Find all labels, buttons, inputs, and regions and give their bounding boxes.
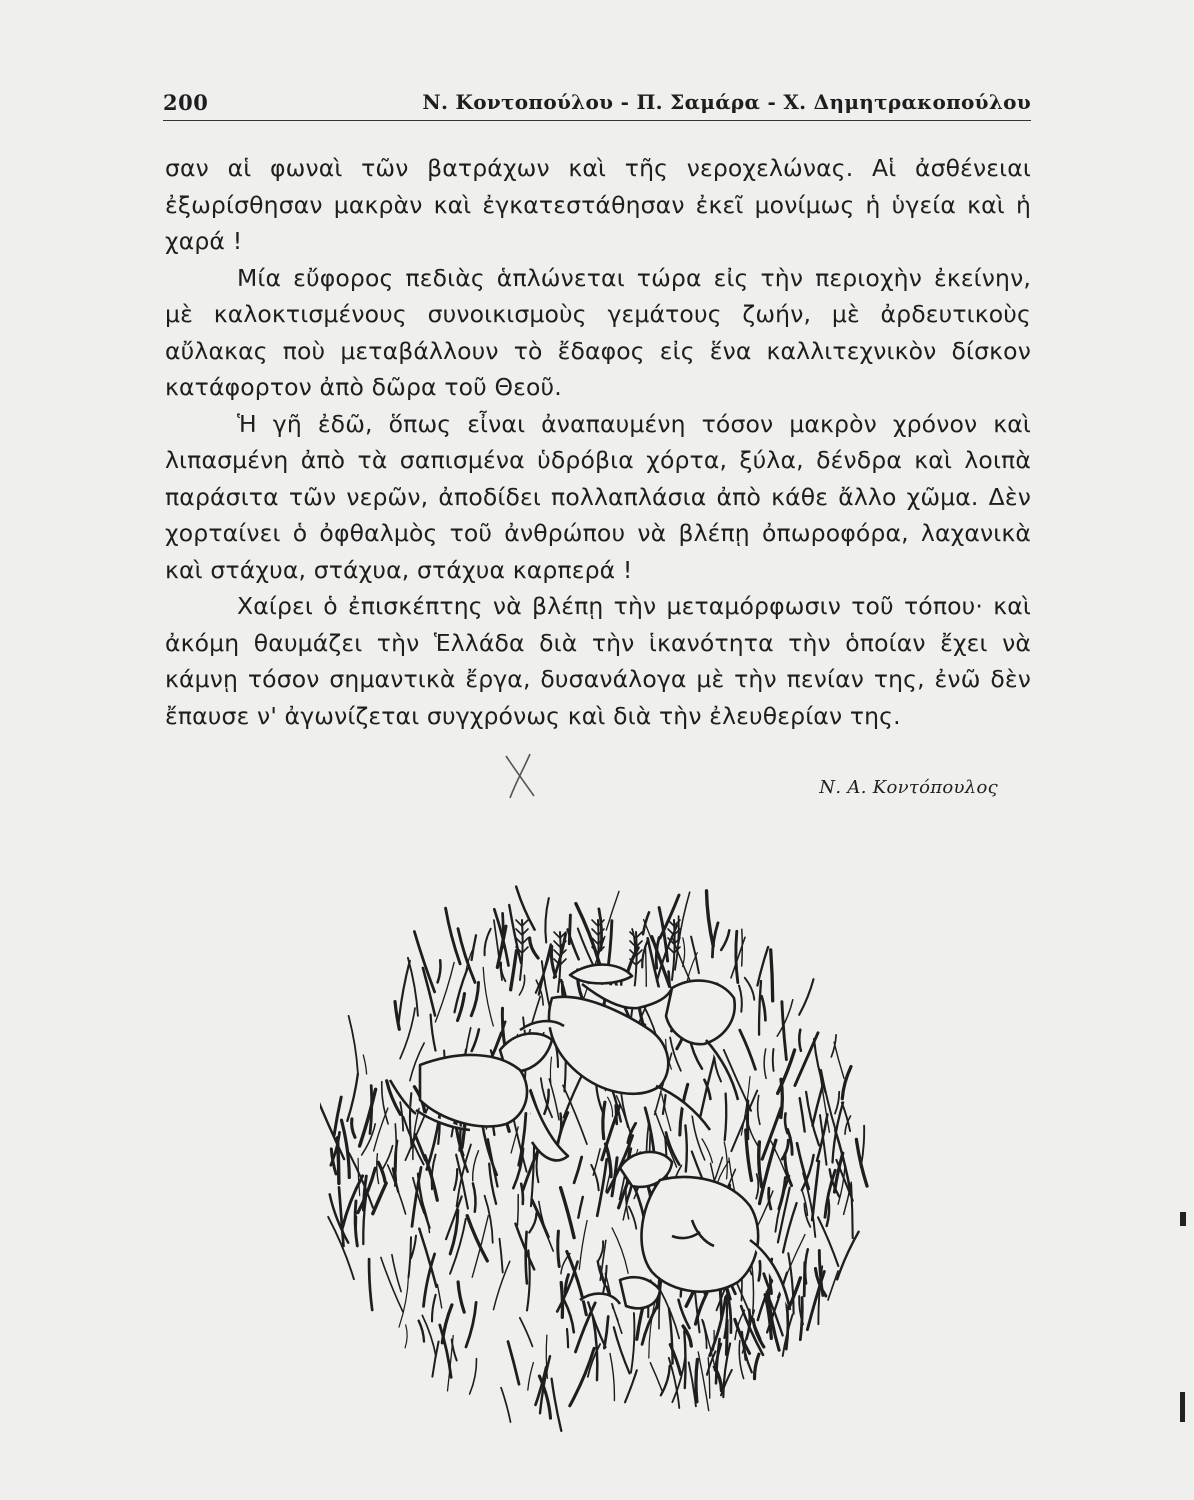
grass-stroke (399, 1276, 409, 1327)
grass-stroke (552, 1379, 562, 1431)
grass-stroke (762, 996, 766, 1020)
grass-stroke (339, 1187, 344, 1246)
grass-stroke (520, 1318, 533, 1347)
grass-stroke (724, 1142, 727, 1179)
grass-stroke (467, 1216, 487, 1261)
scan-edge-mark (1180, 1392, 1185, 1422)
grass-stroke (408, 958, 418, 1016)
grass-stroke (579, 1221, 587, 1270)
grass-stroke (483, 967, 493, 1026)
grass-stroke (363, 1055, 366, 1074)
grass-stroke (508, 1342, 519, 1385)
grass-stroke (754, 1354, 758, 1378)
grass-stroke (731, 1091, 757, 1152)
grass-stroke (574, 1157, 582, 1183)
grass-stroke (570, 1348, 594, 1406)
grass-stroke (472, 935, 476, 960)
grass-stroke (472, 1216, 488, 1278)
grass-stroke (806, 1092, 819, 1145)
grass-stroke (347, 1074, 358, 1121)
grass-stroke (625, 1370, 637, 1402)
grass-stroke (466, 1302, 476, 1347)
grass-stroke (851, 1184, 853, 1238)
grass-stroke (539, 1202, 553, 1252)
grass-stroke (410, 1093, 412, 1147)
grass-stroke (753, 1319, 764, 1347)
grass-stroke (561, 1188, 575, 1238)
grass-stroke (343, 1176, 363, 1228)
grass-stroke (529, 1213, 536, 1232)
scan-edge-mark (1180, 1212, 1186, 1226)
grass-stroke (707, 891, 714, 946)
grass-stroke (377, 1154, 379, 1184)
grass-stroke (837, 1232, 858, 1280)
grass-stroke (834, 1042, 844, 1078)
grass-stroke (782, 1002, 787, 1060)
grass-stroke (501, 1388, 510, 1422)
grass-stroke (807, 1272, 824, 1330)
grass-stroke (700, 1056, 715, 1117)
grass-stroke (526, 1232, 527, 1284)
grass-stroke (757, 947, 768, 986)
grass-stroke (861, 1126, 864, 1168)
grass-stroke (739, 986, 742, 1012)
author-signature: Ν. Α. Κοντόπουλος (819, 777, 998, 798)
grass-stroke (511, 951, 517, 990)
body-text (165, 150, 1031, 734)
grass-stroke (773, 1049, 774, 1071)
grass-stroke (473, 1151, 479, 1181)
paragraph-3: Ἡ γῆ ἐδῶ, ὅπως εἶναι ἀναπαυμένη τόσον μακρὸν χρόνον καὶ λιπασμένη ἀπὸ τὰ σαπισμένα ὑδρόβια χόρτα, ξύλα, δένδρα καὶ λοιπὰ παράσιτα τῶν νερῶν, ἀποδίδει πολλαπλάσια ἀπὸ κάθε ἄλλο χῶμα. Δὲν χορταίνει ὁ ὀφθαλμὸς τοῦ ἀνθρώπου νὰ βλέπῃ ὀπωροφόρα, λαχανικὰ καὶ στάχυα, στάχυα, στάχυα καρπερά ! (165, 409, 1031, 584)
grass-stroke (518, 1195, 519, 1226)
wheat-ear (520, 920, 523, 980)
grass-stroke (392, 1255, 401, 1292)
running-head: Ν. Κοντοπούλου - Π. Σαμάρα - Χ. Δημητρακοπούλου (422, 90, 1031, 114)
grass-stroke (500, 1239, 503, 1273)
grass-stroke (614, 1327, 630, 1373)
wheat-ear (672, 920, 675, 980)
grass-stroke (799, 979, 813, 1015)
grass-stroke (698, 1352, 709, 1411)
grass-stroke (642, 940, 648, 967)
grass-stroke (435, 963, 454, 1022)
grass-stroke (756, 1174, 758, 1199)
grass-stroke (610, 1353, 614, 1400)
grass-stroke (446, 1196, 462, 1239)
grass-stroke (578, 1197, 583, 1218)
paragraph-1: σαν αἱ φωναὶ τῶν βατράχων καὶ τῆς νεροχελώνας. Αἱ ἀσθένειαι ἐξωρίσθησαν μακρὰν καὶ ἐγκατεστάθησαν ἐκεῖ μονίμως ἡ ὑγεία καὶ ἡ χαρά ! (165, 154, 1031, 255)
page-header (163, 86, 1031, 121)
grass-stroke (835, 1092, 839, 1114)
grass-stroke (821, 1070, 836, 1131)
grass-stroke (650, 1363, 662, 1391)
grass-stroke (696, 1359, 697, 1401)
grass-stroke (642, 1304, 658, 1345)
grass-stroke (400, 1102, 403, 1131)
grass-stroke (564, 1300, 574, 1333)
grass-stroke (473, 1183, 476, 1211)
wheat-field-harvesters-illustration-icon (320, 880, 880, 1440)
grass-stroke (842, 1067, 851, 1099)
grass-stroke (691, 937, 699, 974)
grass-stroke (438, 960, 441, 982)
grass-stroke (759, 981, 761, 1035)
paragraph-2: Μία εὔφορος πεδιὰς ἁπλώνεται τώρα εἰς τὴν περιοχὴν ἐκείνην, μὲ καλοκτισμένους συνοικισμοὺς γεμάτους ζωήν, μὲ ἀρδευτικοὺς αὔλακας ποὺ μεταβάλλουν τὸ ἔδαφος εἰς ἕνα καλλιτεχνικὸν δίσκον κατάφορτον ἀπὸ δῶρα τοῦ Θεοῦ. (165, 263, 1031, 401)
grass-stroke (684, 1331, 685, 1388)
grass-stroke (337, 1138, 339, 1184)
grass-stroke (612, 1228, 628, 1273)
grass-stroke (530, 938, 539, 958)
grass-stroke (446, 908, 461, 964)
grass-stroke (828, 1271, 838, 1300)
grass-stroke (758, 1095, 760, 1124)
grass-stroke (764, 1049, 766, 1078)
grass-stroke (412, 1167, 421, 1226)
grass-stroke (458, 1282, 464, 1312)
grass-stroke (759, 1261, 760, 1280)
grass-stroke (759, 1142, 762, 1187)
grass-stroke (797, 1143, 809, 1189)
grass-stroke (550, 1057, 551, 1084)
grass-stroke (442, 1305, 452, 1343)
grass-stroke (405, 1325, 407, 1348)
grass-stroke (712, 923, 718, 957)
grass-stroke (593, 1149, 600, 1175)
grass-stroke (661, 1366, 670, 1396)
grass-stroke (685, 1125, 686, 1171)
grass-stroke (812, 1161, 819, 1220)
grass-stroke (632, 929, 635, 953)
grass-stroke (409, 1237, 412, 1277)
grass-stroke (740, 1030, 756, 1069)
grass-stroke (437, 1284, 441, 1308)
grass-stroke (470, 1359, 477, 1394)
grass-stroke (485, 929, 491, 956)
grass-stroke (399, 961, 410, 1023)
grass-stroke (419, 1321, 424, 1342)
grass-stroke (471, 983, 478, 1016)
grass-stroke (779, 1178, 786, 1209)
grass-stroke (360, 1089, 376, 1146)
grass-stroke (799, 1030, 801, 1051)
grass-stroke (531, 1143, 534, 1206)
grass-stroke (781, 1079, 783, 1117)
grass-stroke (771, 950, 773, 1001)
grass-stroke (431, 1015, 436, 1051)
grass-stroke (800, 1098, 805, 1131)
grass-stroke (567, 1329, 568, 1347)
grass-stroke (612, 1158, 617, 1196)
grass-stroke (400, 1008, 415, 1059)
grass-stroke (725, 1094, 727, 1141)
grass-stroke (369, 1259, 372, 1310)
grass-stroke (603, 1102, 605, 1138)
grass-stroke (558, 1231, 559, 1266)
grass-stroke (349, 1016, 358, 1074)
grass-stroke (629, 1207, 637, 1229)
grass-stroke (804, 1263, 805, 1296)
grass-stroke (545, 898, 548, 942)
pencil-x-mark-icon (500, 752, 540, 800)
grass-stroke (607, 1286, 622, 1333)
grass-stroke (358, 1158, 360, 1195)
grass-stroke (608, 1097, 613, 1116)
grass-stroke (342, 1120, 350, 1177)
grass-stroke (745, 978, 755, 1000)
grass-stroke (721, 930, 729, 950)
grass-stroke (679, 892, 690, 943)
grass-stroke (414, 932, 434, 992)
grass-stroke (440, 1325, 451, 1377)
grass-stroke (373, 1183, 386, 1214)
grass-stroke (352, 1119, 355, 1137)
grass-stroke (334, 1097, 341, 1135)
grass-stroke (454, 1169, 457, 1190)
grass-stroke (598, 1241, 603, 1262)
grass-stroke (485, 1196, 493, 1243)
page-number: 200 (163, 90, 209, 115)
grass-stroke (726, 1320, 727, 1354)
grass-stroke (631, 1313, 634, 1372)
grass-stroke (472, 1029, 479, 1051)
grass-stroke (432, 1295, 436, 1322)
grass-stroke (528, 1363, 534, 1391)
grass-stroke (814, 1039, 826, 1093)
paragraph-4: Χαίρει ὁ ἐπισκέπτης νὰ βλέπῃ τὴν μεταμόρφωσιν τοῦ τόπου· καὶ ἀκόμη θαυμάζει τὴν Ἑλλάδα διὰ τὴν ἱκανότητα τὴν ὁποίαν ἔχει νὰ κάμνῃ τόσον σημαντικὰ ἔργα, δυσανάλογα μὲ τὴν πενίαν της, ἐνῶ δὲν ἔπαυσε ν' ἀγωνίζεται συγχρόνως καὶ διὰ τὴν ἐλευθερίαν της. (165, 592, 1031, 730)
